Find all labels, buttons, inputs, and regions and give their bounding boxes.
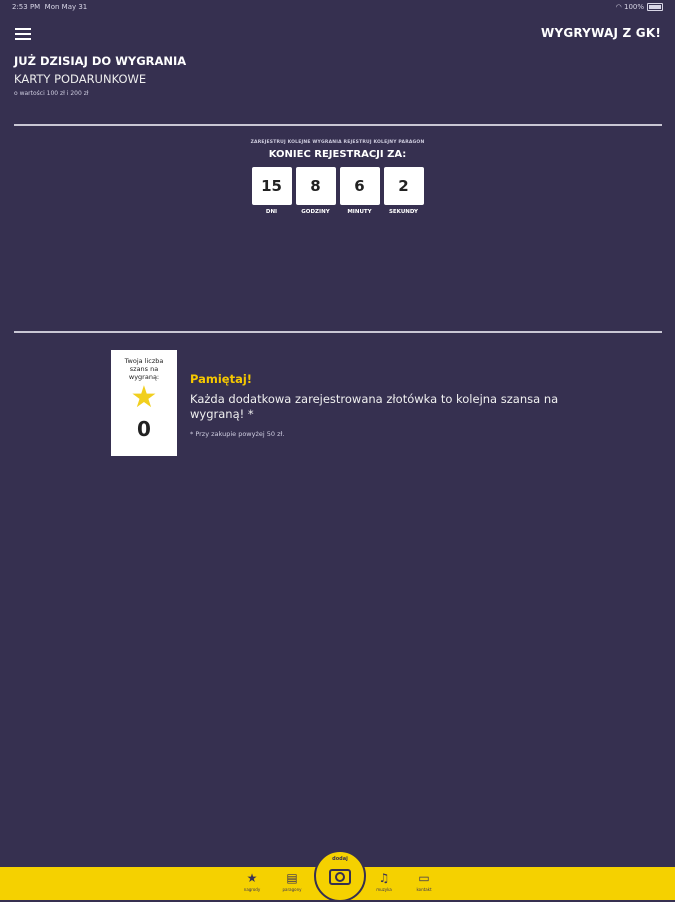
tab-prizes-label: nagrody xyxy=(243,887,261,892)
countdown-boxes xyxy=(0,167,675,215)
countdown-minutes-label: MINUTY xyxy=(347,209,372,215)
battery-icon xyxy=(647,3,663,11)
promo-block xyxy=(14,54,186,97)
tab-prizes[interactable] xyxy=(230,867,274,900)
battery-percent: 100% xyxy=(623,3,644,11)
promo-heading: JUŻ DZISIAJ DO WYGRANIA xyxy=(14,54,187,68)
tab-contact[interactable] xyxy=(402,867,446,900)
status-date: Mon May 31 xyxy=(44,3,88,11)
countdown-days-label: DNI xyxy=(265,209,278,215)
star-icon: ★ xyxy=(130,380,158,415)
brand-title: WYGRYWAJ Z GK! xyxy=(541,26,661,40)
tab-receipts[interactable] xyxy=(270,867,314,900)
chances-card xyxy=(111,350,177,456)
chat-icon: ▭ xyxy=(418,871,430,885)
promo-subheading: KARTY PODARUNKOWE xyxy=(14,72,147,86)
status-time: 2:53 PM xyxy=(12,3,41,11)
countdown-days-value: 15 xyxy=(252,167,292,205)
status-time-date xyxy=(12,3,87,11)
camera-lens-icon xyxy=(335,872,345,882)
countdown-hours-label: GODZINY xyxy=(301,209,330,215)
divider-middle xyxy=(14,331,662,333)
add-receipt-camera-button[interactable] xyxy=(314,850,366,902)
camera-label: dodaj xyxy=(332,856,348,862)
countdown-days xyxy=(252,167,292,215)
reminder-block xyxy=(190,372,590,438)
countdown-seconds-value: 2 xyxy=(384,167,424,205)
countdown-minutes xyxy=(340,167,380,215)
star-icon: ★ xyxy=(246,871,258,885)
promo-note: o wartości 100 zł i 200 zł xyxy=(14,90,89,97)
receipt-icon: ▤ xyxy=(286,871,298,885)
status-bar xyxy=(0,0,675,14)
chances-label: Twoja liczba szans na wygraną: xyxy=(124,357,164,381)
countdown-title: KONIEC REJESTRACJI ZA: xyxy=(268,149,407,160)
countdown-minutes-value: 6 xyxy=(340,167,380,205)
hamburger-menu-icon[interactable] xyxy=(15,27,31,41)
status-right xyxy=(616,3,663,11)
reminder-title: Pamiętaj! xyxy=(190,372,253,386)
wifi-icon: ◠ xyxy=(615,3,622,11)
chances-count: 0 xyxy=(137,417,151,441)
countdown-small-text: ZAREJESTRUJ KOLEJNE WYGRANIA REJESTRUJ KOLEJNY PARAGON xyxy=(250,140,425,145)
reminder-message: Każda dodatkowa zarejestrowana złotówka to kolejna szansa na wygraną! * xyxy=(190,392,559,421)
tab-music-label: muzyka xyxy=(376,887,392,892)
tab-receipts-label: paragony xyxy=(282,887,302,892)
music-icon: ♫ xyxy=(378,871,390,885)
countdown xyxy=(0,140,675,215)
countdown-seconds-label: SEKUNDY xyxy=(388,209,419,215)
reminder-footnote: * Przy zakupie powyżej 50 zł. xyxy=(190,430,285,438)
divider-top xyxy=(14,124,662,126)
countdown-hours-value: 8 xyxy=(296,167,336,205)
tab-contact-label: kontakt xyxy=(416,887,432,892)
tab-music[interactable] xyxy=(362,867,406,900)
countdown-seconds xyxy=(384,167,424,215)
countdown-hours xyxy=(296,167,336,215)
